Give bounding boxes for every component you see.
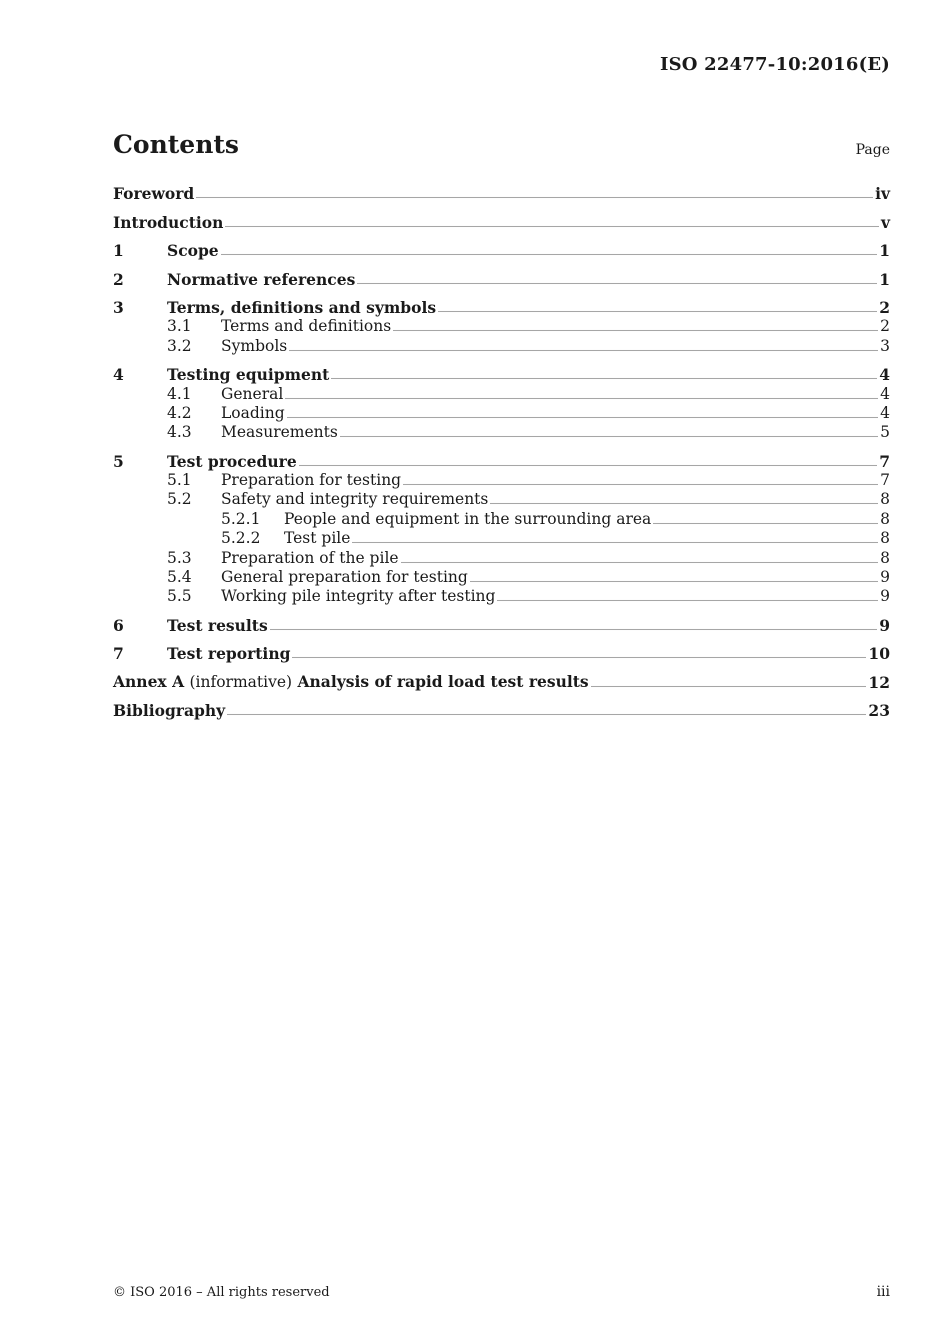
toc-entry[interactable] — [113, 529, 890, 548]
toc-entry-number: 7 — [113, 644, 124, 664]
toc-entry-page: 23 — [868, 700, 890, 720]
dot-leader — [401, 561, 879, 564]
toc-entry[interactable] — [113, 404, 890, 423]
annex-title: Analysis of rapid load test results — [297, 671, 589, 691]
toc-entry[interactable] — [113, 384, 890, 403]
toc-entry-title: Normative references — [167, 269, 356, 289]
toc-entry-title: Safety and integrity requirements — [221, 490, 489, 509]
contents-title: Contents — [113, 130, 240, 159]
toc-entry[interactable] — [113, 490, 890, 509]
toc-entry[interactable] — [113, 672, 890, 691]
toc-entry-page: 7 — [879, 451, 890, 471]
toc-entry-page: v — [880, 212, 890, 232]
toc-entry-number: 5.4 — [167, 568, 192, 587]
toc-entry-page: 5 — [880, 423, 890, 442]
toc-entry-title: Measurements — [221, 423, 338, 442]
toc-entry-page: 10 — [868, 644, 890, 664]
toc-entry[interactable] — [113, 644, 890, 663]
toc-entry-page: 8 — [880, 529, 890, 548]
toc-entry[interactable] — [113, 317, 890, 336]
toc-entry[interactable] — [113, 615, 890, 634]
toc-entry-number: 5 — [113, 451, 124, 471]
toc-entry[interactable] — [113, 269, 890, 288]
dot-leader — [403, 483, 878, 486]
toc-entry[interactable] — [113, 568, 890, 587]
toc-entry-title: Terms and definitions — [221, 317, 392, 336]
toc-entry-page: 12 — [868, 672, 890, 692]
toc-entry-page: 2 — [879, 297, 890, 317]
page-number: iii — [876, 1284, 890, 1300]
toc-entry-page: 8 — [880, 490, 890, 509]
toc-entry-number: 5.2.2 — [221, 529, 261, 548]
toc-entry-title: Terms, definitions and symbols — [167, 297, 437, 317]
toc-entry-title: Scope — [167, 241, 219, 261]
toc-entry-title: Loading — [221, 403, 285, 422]
dot-leader — [331, 377, 877, 380]
page-column-label: Page — [855, 142, 890, 158]
toc-entry-page: 4 — [880, 403, 890, 422]
toc-entry-page: 9 — [879, 615, 890, 635]
toc-entry-number: 5.3 — [167, 548, 192, 567]
toc-entry[interactable] — [113, 298, 890, 317]
toc-entry[interactable] — [113, 471, 890, 490]
toc-entry-number: 2 — [113, 269, 124, 289]
annex-type: (informative) — [189, 672, 293, 691]
dot-leader — [270, 628, 878, 631]
toc-entry[interactable] — [113, 365, 890, 384]
toc-entry[interactable] — [113, 336, 890, 355]
toc-entry-title: Test reporting — [167, 644, 291, 664]
toc-entry-page: 8 — [880, 509, 890, 528]
copyright-notice: © ISO 2016 – All rights reserved — [113, 1285, 330, 1300]
dot-leader — [438, 310, 877, 313]
toc-entry-page: iv — [875, 184, 890, 204]
toc-entry-number: 4.2 — [167, 403, 192, 422]
dot-leader — [352, 541, 878, 544]
toc-entry-page: 2 — [880, 317, 890, 336]
toc-entry-number: 5.1 — [167, 471, 192, 490]
toc-entry-title: Preparation of the pile — [221, 548, 399, 567]
toc-entry-page: 1 — [879, 269, 890, 289]
toc-entry-number: 4 — [113, 365, 124, 385]
toc-entry-page: 8 — [880, 548, 890, 567]
dot-leader — [299, 464, 878, 467]
toc-entry-number: 5.5 — [167, 587, 192, 606]
toc-entry-title: Preparation for testing — [221, 471, 402, 490]
toc-entry[interactable] — [113, 451, 890, 470]
toc-entry[interactable] — [113, 212, 890, 231]
toc-entry-number: 3 — [113, 297, 124, 317]
dot-leader — [285, 397, 878, 400]
dot-leader — [490, 502, 878, 505]
toc-entry-title: General — [221, 384, 284, 403]
dot-leader — [292, 656, 866, 659]
toc-entry[interactable] — [113, 423, 890, 442]
toc-entry-title: General preparation for testing — [221, 568, 468, 587]
toc-entry-title: Test procedure — [167, 451, 297, 471]
toc-entry-title: Test results — [167, 615, 268, 635]
toc-entry-number: 1 — [113, 241, 124, 261]
dot-leader — [225, 225, 879, 228]
toc-entry-title: Foreword — [113, 184, 195, 204]
toc-entry-title: Symbols — [221, 336, 288, 355]
toc-entry-number: 4.1 — [167, 384, 192, 403]
dot-leader — [227, 713, 866, 716]
table-of-contents — [113, 184, 890, 720]
toc-entry[interactable] — [113, 587, 890, 606]
toc-entry-page: 4 — [880, 384, 890, 403]
toc-entry-page: 3 — [880, 336, 890, 355]
dot-leader — [287, 416, 878, 419]
toc-entry-number: 6 — [113, 615, 124, 635]
dot-leader — [340, 435, 878, 438]
dot-leader — [357, 282, 877, 285]
toc-entry-title: Bibliography — [113, 700, 226, 720]
toc-entry-title: People and equipment in the surrounding area — [284, 509, 652, 528]
toc-entry-title — [113, 672, 589, 692]
dot-leader — [196, 196, 873, 199]
dot-leader — [591, 685, 867, 688]
toc-entry[interactable] — [113, 241, 890, 260]
dot-leader — [289, 349, 878, 352]
toc-entry[interactable] — [113, 184, 890, 203]
toc-entry-page: 7 — [880, 471, 890, 490]
toc-entry-title: Introduction — [113, 212, 224, 232]
toc-entry-page: 4 — [879, 365, 890, 385]
annex-label: Annex A — [113, 671, 185, 691]
dot-leader — [653, 522, 878, 525]
toc-entry-page: 9 — [880, 568, 890, 587]
toc-entry-title: Test pile — [284, 529, 351, 548]
toc-entry-number: 4.3 — [167, 423, 192, 442]
toc-entry-page: 9 — [880, 587, 890, 606]
toc-entry[interactable] — [113, 701, 890, 720]
dot-leader — [470, 580, 878, 583]
document-id: ISO 22477-10:2016(E) — [659, 54, 890, 75]
dot-leader — [497, 599, 878, 602]
toc-entry-number: 5.2 — [167, 490, 192, 509]
toc-entry-number: 3.1 — [167, 317, 192, 336]
dot-leader — [393, 329, 878, 332]
toc-entry[interactable] — [113, 548, 890, 567]
toc-entry-number: 5.2.1 — [221, 509, 261, 528]
dot-leader — [221, 253, 878, 256]
toc-entry-title: Testing equipment — [167, 365, 330, 385]
toc-entry-number: 3.2 — [167, 336, 192, 355]
toc-entry-title: Working pile integrity after testing — [221, 587, 496, 606]
toc-entry[interactable] — [113, 509, 890, 528]
toc-entry-page: 1 — [879, 241, 890, 261]
